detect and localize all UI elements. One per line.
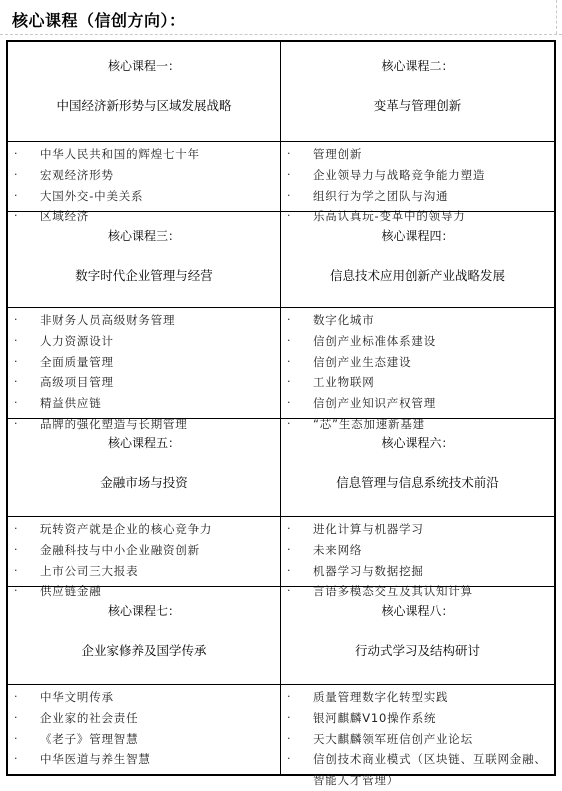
course-row bbox=[8, 212, 554, 431]
list-item: · 机器学习与数据挖掘 bbox=[287, 563, 424, 578]
course-cell-4 bbox=[281, 212, 554, 431]
list-item: · 供应链金融 bbox=[14, 584, 102, 599]
course-number: 核心课程七： bbox=[107, 604, 180, 618]
list-item: · 未来网络 bbox=[287, 542, 363, 557]
list-item: · 区域经济 bbox=[14, 209, 90, 224]
course-cell-7 bbox=[8, 587, 281, 774]
list-item: · 进化计算与机器学习 bbox=[287, 522, 424, 536]
list-item: · 宏观经济形势 bbox=[14, 167, 114, 182]
course-cell-8 bbox=[281, 587, 554, 788]
course-name: 信息技术应用创新产业战略发展 bbox=[329, 268, 505, 283]
list-item: · 信创产业知识产权管理 bbox=[287, 396, 436, 411]
course-items bbox=[281, 685, 554, 791]
list-item: · 中华人民共和国的辉煌七十年 bbox=[14, 147, 200, 161]
list-item: · 工业物联网 bbox=[287, 375, 375, 390]
divider bbox=[556, 0, 557, 34]
list-item: · 言语多模态交互及其认知计算 bbox=[287, 584, 473, 599]
list-item: · 企业领导力与战略竞争能力塑造 bbox=[287, 167, 486, 182]
course-header bbox=[281, 602, 554, 685]
list-item: · 非财务人员高级财务管理 bbox=[14, 313, 176, 327]
course-header bbox=[281, 227, 554, 308]
course-header bbox=[281, 57, 554, 142]
course-items bbox=[8, 685, 280, 770]
page-title: 核心课程（信创方向）： bbox=[12, 11, 186, 30]
course-name: 企业家修养及国学传承 bbox=[81, 643, 207, 658]
course-name: 中国经济新形势与区域发展战略 bbox=[56, 98, 232, 113]
course-row bbox=[8, 42, 554, 224]
course-number: 核心课程二： bbox=[381, 59, 454, 73]
list-item: · 数字化城市 bbox=[287, 313, 375, 327]
list-item: · 企业家的社会责任 bbox=[14, 710, 139, 725]
list-item: · 大国外交-中美关系 bbox=[14, 188, 144, 203]
course-number: 核心课程一： bbox=[107, 59, 180, 73]
course-number: 核心课程八： bbox=[381, 604, 454, 618]
course-number: 核心课程五： bbox=[107, 436, 180, 450]
course-number: 核心课程四： bbox=[381, 229, 454, 243]
list-item: · 信创产业标准体系建设 bbox=[287, 333, 436, 348]
list-item: · 质量管理数字化转型实践 bbox=[287, 690, 449, 704]
course-cell-3 bbox=[8, 212, 281, 431]
list-item: · 中华文明传承 bbox=[14, 690, 114, 704]
course-header bbox=[8, 434, 280, 517]
list-item: · 信创技术商业模式（区块链、互联网金融、智能人才管理） bbox=[287, 752, 547, 788]
course-name: 数字时代企业管理与经营 bbox=[75, 268, 213, 283]
list-item: · 组织行为学之团队与沟通 bbox=[287, 188, 449, 203]
course-row bbox=[8, 419, 554, 599]
course-header bbox=[8, 227, 280, 308]
list-item: · 中华医道与养生智慧 bbox=[14, 752, 151, 767]
list-item: · 全面质量管理 bbox=[14, 354, 114, 369]
course-name: 变革与管理创新 bbox=[373, 98, 462, 113]
course-header bbox=[8, 57, 280, 142]
list-item: · 精益供应链 bbox=[14, 396, 102, 411]
course-name: 行动式学习及结构研讨 bbox=[354, 643, 480, 658]
course-items bbox=[8, 308, 280, 435]
list-item: · 人力资源设计 bbox=[14, 333, 114, 348]
course-name: 金融市场与投资 bbox=[100, 475, 188, 490]
list-item: · 《老子》管理智慧 bbox=[14, 731, 139, 746]
list-item: · “芯”生态加速新基建 bbox=[287, 416, 425, 431]
list-item: · 信创产业生态建设 bbox=[287, 354, 412, 369]
list-item: · 上市公司三大报表 bbox=[14, 563, 139, 578]
course-items bbox=[281, 308, 554, 435]
course-cell-1 bbox=[8, 42, 281, 224]
list-item: · 管理创新 bbox=[287, 147, 363, 161]
course-header bbox=[8, 602, 280, 685]
list-item: · 天大麒麟领军班信创产业论坛 bbox=[287, 731, 473, 746]
list-item: · 金融科技与中小企业融资创新 bbox=[14, 542, 200, 557]
course-name: 信息管理与信息系统技术前沿 bbox=[336, 475, 499, 490]
course-cell-5 bbox=[8, 419, 281, 599]
list-item: · 玩转资产就是企业的核心竞争力 bbox=[14, 522, 213, 536]
course-number: 核心课程三： bbox=[107, 229, 180, 243]
course-header bbox=[281, 434, 554, 517]
course-cell-6 bbox=[281, 419, 554, 599]
course-row bbox=[8, 587, 554, 788]
list-item: · 银河麒麟V10操作系统 bbox=[287, 710, 437, 725]
course-table bbox=[6, 40, 556, 788]
list-item: · 乐高认真玩-变革中的领导力 bbox=[287, 209, 466, 224]
course-number: 核心课程六： bbox=[381, 436, 454, 450]
list-item: · 高级项目管理 bbox=[14, 375, 114, 390]
list-item: · 品牌的强化塑造与长期管理 bbox=[14, 416, 188, 431]
course-cell-2 bbox=[281, 42, 554, 224]
divider bbox=[0, 34, 562, 35]
